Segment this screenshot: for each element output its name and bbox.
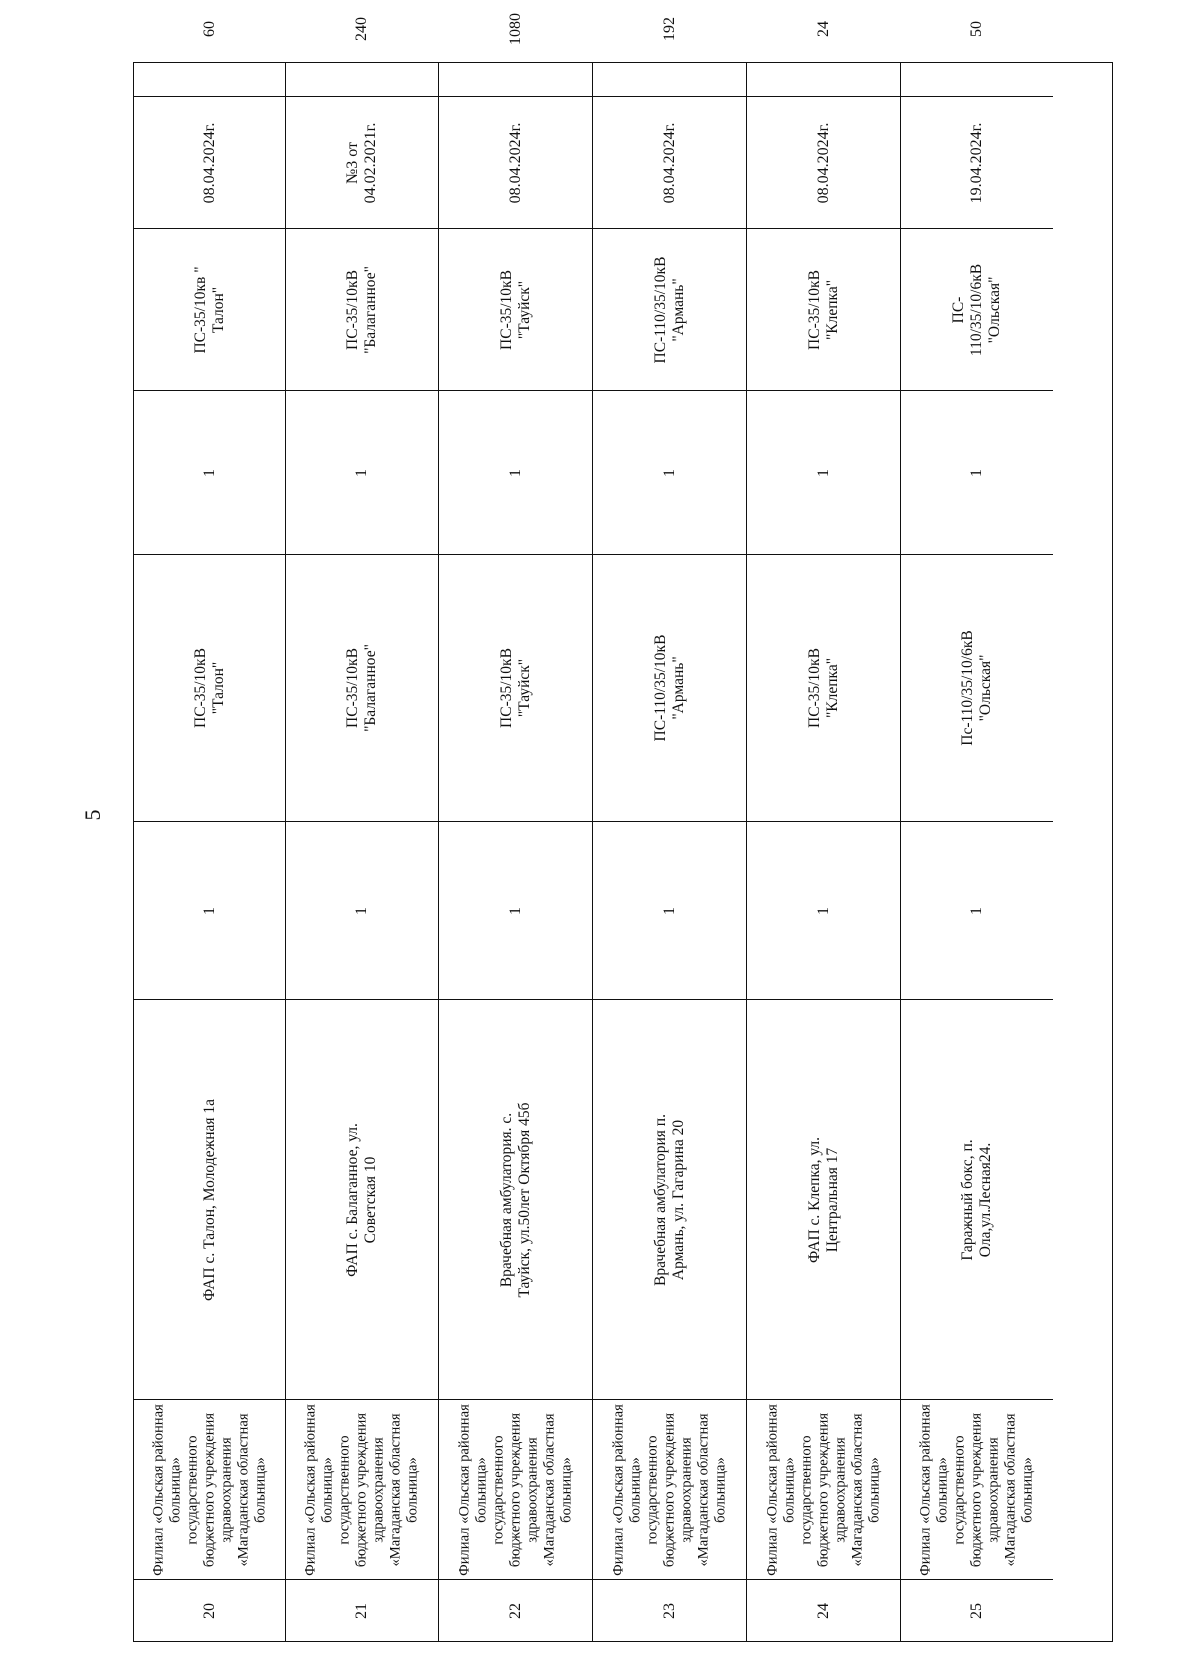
document-date: 08.04.2024г. [660, 122, 678, 203]
document-date-cell [134, 96, 285, 228]
substation-connection: ПС- 110/35/10/6кВ "Ольская" [950, 263, 1003, 356]
quantity-2-cell [747, 390, 900, 554]
document-date-cell [593, 96, 746, 228]
power-value: 1080 [506, 12, 524, 45]
power-value-cell [286, 0, 438, 96]
object-address-cell [439, 999, 592, 1399]
quantity-1-cell [286, 821, 438, 999]
organization-name-cell [439, 1399, 592, 1579]
object-address: ФАП с. Клепка, ул. Центральная 17 [805, 1136, 841, 1263]
power-value-cell [901, 0, 1053, 96]
document-date-cell [439, 96, 592, 228]
row-number: 21 [353, 1602, 370, 1619]
substation-name: ПС-35/10кВ "Балаганное" [344, 644, 379, 732]
document-date: 08.04.2024г. [814, 122, 832, 203]
substation-name-cell [439, 554, 592, 821]
substation-connection: ПС-35/10кв " Талон" [191, 265, 227, 354]
object-address: Врачебная амбулатория. с. Тауйск, ул.50лет Октября 45б [497, 1101, 533, 1298]
quantity-1-cell [134, 821, 285, 999]
quantity-1: 1 [353, 906, 370, 915]
organization-name-cell [134, 1399, 285, 1579]
document-date: 08.04.2024г. [506, 122, 524, 203]
substation-name-cell [593, 554, 746, 821]
power-value: 50 [968, 20, 985, 37]
row-number: 23 [660, 1602, 678, 1619]
document-date-cell [901, 96, 1053, 228]
row-number-cell [901, 1579, 1053, 1641]
row-number-cell [439, 1579, 592, 1641]
substation-name-cell [286, 554, 438, 821]
quantity-2: 1 [353, 468, 370, 477]
quantity-2-cell [439, 390, 592, 554]
quantity-2: 1 [200, 468, 218, 477]
object-address-cell [593, 999, 746, 1399]
quantity-2-cell [901, 390, 1053, 554]
table-row [747, 20, 901, 1641]
organization-name: Филиал «Ольская районная больница» государственного бюджетного учреждения здравоохранения «Магаданская областная больница» [764, 1403, 882, 1576]
substation-name-cell [747, 554, 900, 821]
row-number-cell [134, 1579, 285, 1641]
substation-connection: ПС-35/10кВ "Балаганное" [344, 265, 379, 354]
power-value-cell [593, 0, 746, 96]
organization-name: Филиал «Ольская районная больница» государственного бюджетного учреждения здравоохранения «Магаданская областная больница» [610, 1403, 728, 1576]
substation-connection: ПС-35/10кВ "Тауйск" [497, 269, 533, 350]
object-address: ФАП с. Балаганное, ул. Советская 10 [344, 1122, 379, 1277]
object-address: ФАП с. Талон, Молодежная 1а [200, 1098, 218, 1301]
power-value: 24 [814, 20, 832, 37]
substation-connection-cell [901, 228, 1053, 390]
substation-connection: ПС-110/35/10кВ "Армань" [651, 256, 687, 363]
substation-name: ПС-35/10кВ "Талон" [191, 648, 227, 728]
power-value: 192 [660, 16, 678, 41]
row-number: 24 [814, 1602, 832, 1619]
quantity-1: 1 [506, 906, 524, 915]
quantity-2: 1 [968, 468, 985, 477]
substation-name-cell [901, 554, 1053, 821]
substation-name: ПС-35/10кВ "Тауйск" [497, 648, 533, 728]
substation-connection-cell [439, 228, 592, 390]
object-address: Гаражный бокс, п. Ола,ул.Лесная24. [959, 1138, 994, 1261]
row-number-cell [286, 1579, 438, 1641]
quantity-2: 1 [814, 468, 832, 477]
substation-connection-cell [747, 228, 900, 390]
substation-connection-cell [286, 228, 438, 390]
organization-name: Филиал «Ольская районная больница» государственного бюджетного учреждения здравоохранения «Магаданская областная больница» [456, 1403, 574, 1576]
row-number: 25 [968, 1602, 985, 1619]
quantity-1: 1 [660, 906, 678, 915]
table-row [901, 20, 1053, 1641]
quantity-2-cell [134, 390, 285, 554]
organization-name: Филиал «Ольская районная больница» государственного бюджетного учреждения здравоохранения «Магаданская областная больница» [302, 1403, 421, 1576]
organization-name-cell [593, 1399, 746, 1579]
organization-name: Филиал «Ольская районная больница» государственного бюджетного учреждения здравоохранения «Магаданская областная больница» [917, 1403, 1036, 1576]
quantity-2-cell [286, 390, 438, 554]
substation-connection: ПС-35/10кВ "Клепка" [805, 269, 841, 350]
quantity-2: 1 [506, 468, 524, 477]
substation-name-cell [134, 554, 285, 821]
quantity-1: 1 [968, 906, 985, 915]
table-row [286, 16, 439, 1641]
document-date: 19.04.2024г. [968, 122, 985, 203]
power-value: 240 [353, 16, 370, 41]
substation-connection-cell [593, 228, 746, 390]
power-value: 60 [200, 20, 218, 37]
quantity-1-cell [593, 821, 746, 999]
table-row [439, 12, 593, 1641]
document-date-cell [286, 96, 438, 228]
object-address-cell [901, 999, 1053, 1399]
substation-connection-cell [134, 228, 285, 390]
quantity-2: 1 [660, 468, 678, 477]
object-address-cell [286, 999, 438, 1399]
row-number: 22 [506, 1602, 524, 1619]
quantity-2-cell [593, 390, 746, 554]
document-date: 08.04.2024г. [200, 122, 218, 203]
table-row [593, 16, 747, 1641]
quantity-1: 1 [200, 906, 218, 915]
document-date-cell [747, 96, 900, 228]
document-date: №3 от 04.02.2021г. [344, 122, 379, 203]
row-number-cell [747, 1579, 900, 1641]
substation-name: ПС-110/35/10кВ "Армань" [651, 634, 687, 742]
quantity-1: 1 [814, 906, 832, 915]
data-table [133, 12, 1113, 1642]
power-value-cell [134, 0, 285, 96]
quantity-1-cell [901, 821, 1053, 999]
object-address: Врачебная амбулатория п. Армань, ул. Гагарина 20 [651, 1113, 687, 1286]
row-number: 20 [200, 1602, 218, 1619]
object-address-cell [747, 999, 900, 1399]
organization-name: Филиал «Ольская районная больница» государственного бюджетного учреждения здравоохранения «Магаданская областная больница» [150, 1403, 268, 1576]
organization-name-cell [286, 1399, 438, 1579]
quantity-1-cell [439, 821, 592, 999]
table-row [134, 20, 286, 1641]
substation-name: ПС-35/10кВ "Клепка" [805, 648, 841, 728]
organization-name-cell [901, 1399, 1053, 1579]
row-number-cell [593, 1579, 746, 1641]
page-number: 5 [80, 809, 105, 821]
substation-name: Пс-110/35/10/6кВ "Ольская" [959, 630, 994, 746]
power-value-cell [747, 0, 900, 96]
power-value-cell [439, 0, 592, 96]
quantity-1-cell [747, 821, 900, 999]
object-address-cell [134, 999, 285, 1399]
organization-name-cell [747, 1399, 900, 1579]
